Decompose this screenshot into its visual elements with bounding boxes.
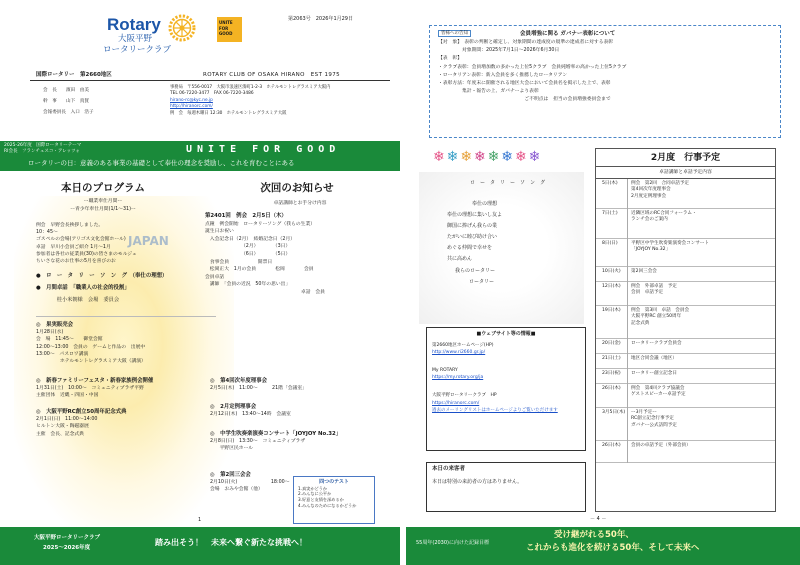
page-number-left: 1 [198, 517, 202, 523]
schedule-column-divider [627, 369, 628, 384]
schedule-detail-line: 記念式典 [631, 320, 650, 326]
my-rotary-link[interactable]: https://my.rotary.org/ja [432, 375, 484, 381]
schedule-row [596, 369, 775, 384]
program-event-2: ◎ 新春ファミリーフェスタ・新春家族例会開催 1月31日(土) 10:00～ コミュニティプラザ平野 主催団体 近畿・四国・中国 [36, 378, 154, 399]
japan-watermark: JAPAN [128, 234, 169, 248]
schedule-column-divider [627, 239, 628, 267]
footer-club: 大阪平野ロータリークラブ [34, 535, 101, 541]
snowflake-icon: ❄ [528, 149, 541, 165]
schedule-detail [631, 181, 773, 200]
schedule-row [596, 239, 775, 267]
footer-right-line2: これからも進化を続ける50年、そして未来へ [526, 543, 700, 553]
ri-theme-label: 2025-26年度 国際ロータリーテーマ RI会長 フランチェスコ・アレッツォ [4, 143, 82, 155]
schedule-column-divider [627, 441, 628, 463]
program-event-1: ◎ 果実販売会 1月28日(水) 会 場 11:45～ 御堂会館 12:00～13:00 会員の ゲームと作品の 出展中 13:00～ パスロワ講演 ホテルモントレグラスミア大阪（講演） [36, 322, 146, 365]
snowflake-icon: ❄ [501, 149, 514, 165]
unite-for-good-logo: UNITE FOR GOOD [217, 17, 242, 42]
schedule-column-divider [627, 306, 628, 339]
next-title: 次回のお知らせ [260, 182, 334, 194]
next-details: 第2401回 例会 2月5日（木） 点鐘 例会開始 ロータリーソング（我らの生業） 誕生日お祝い 入会記念日（2月） 結婚記念日（2月） （2月） （3日） （6日） （5日） 食事会員 開票日 松岡正大 1月の会員 松岡 会員 会員卓話 講師 「会員の近況 50年の思い出」 卓話 会員 [205, 213, 325, 295]
footer-right-label: 55周年(2030)に向けた記録目標 [416, 540, 489, 546]
schedule-row [596, 384, 775, 408]
schedule-detail-line: 近隣区域のRC合同フォーラム・ [631, 211, 697, 216]
schedule-detail [631, 341, 773, 347]
schedule-detail-line: ランチ会のご案内 [631, 217, 668, 223]
announcement-tag: 皆様への告知 [438, 30, 471, 37]
schedule-detail-line: 第2回三会会 [631, 269, 657, 274]
snowflake-icon: ❄ [460, 149, 473, 165]
next-event-2: ◎ 2月定例理事会 2月12日(木) 13:40～14時 会議室 [210, 404, 291, 418]
role-row: 会 長 濱田 由美 [43, 88, 89, 93]
schedule-detail-line: ロータリー創立記念日 [631, 371, 677, 376]
schedule-detail-line: 会員の卓話予定（外部会員） [631, 443, 691, 448]
schedule-row [596, 408, 775, 441]
schedule-detail-line: 例会 第4回クラブ協議会 [631, 386, 685, 391]
schedule-detail [631, 308, 773, 327]
schedule-column-divider [627, 339, 628, 354]
schedule-date: 19日(木) [602, 308, 621, 313]
schedule-row [596, 267, 775, 282]
schedule-date: 20日(金) [602, 341, 621, 346]
announcement-title: 会員増強に関る ガバナー表彰について [520, 31, 616, 37]
schedule-detail-line: ゲストスピーカー卓話予定 [631, 392, 686, 398]
issue-info: 第2063号 2026年1月29日 [288, 16, 353, 22]
role-row: 会報委員長 入口 浩子 [43, 110, 94, 115]
visitors-text: 本日は特別の来訪者の方はありません。 [432, 479, 523, 486]
mailing-list-link[interactable]: 過去のメーリングリストはホームページよりご覧いただけます [432, 408, 558, 414]
four-way-test-box: 四つのテスト 1.真実かどうか 2.みんなに公平か 3.好意と友情を深めるか 4.みんなのためになるかどうか [293, 476, 375, 524]
schedule-detail-line: 地区合同会議（地区） [631, 356, 677, 361]
program-title: 本日のプログラム [61, 182, 145, 194]
band-slogan: ロータリーの日：意義のある事業の基礎として奉仕の理念を奨励し、これを育むことにある [28, 159, 295, 167]
officer-roles [43, 85, 94, 118]
schedule-detail [631, 371, 773, 377]
schedule-date: 26日(木) [602, 386, 621, 391]
schedule-detail-line: ガバナー公式訪問予定 [631, 422, 677, 428]
program-divider [36, 316, 216, 317]
program-sub1: ー職業奉仕月間ー [83, 199, 123, 204]
unite-banner: UNITE FOR GOOD [186, 144, 341, 155]
email-link[interactable]: hirano-rc@kyc.ne.jp [170, 97, 213, 103]
schedule-date: 26日(木) [602, 443, 621, 448]
rotary-wheel-icon [168, 14, 196, 42]
theme-band [0, 141, 400, 171]
schedule-row [596, 282, 775, 306]
schedule-row [596, 441, 775, 463]
footer-year: 2025～2026年度 [43, 545, 91, 551]
schedule-detail [631, 410, 773, 429]
program-event-3: ◎ 大阪平野RC創立50周年記念式典 2月1日(日) 11:00～14:00 ヒルトン大阪・陶磁器展 主催 会長、記念式典 [36, 409, 127, 437]
schedule-subtitle: 卓話講師と卓話予定内容 [596, 167, 775, 179]
schedule-detail-line: 「JOYJOY No.32」 [631, 247, 671, 253]
schedule-column-divider [627, 209, 628, 239]
next-event-4: ◎ 第2回三会会 2月10日(火) 18:00～ 会場 おみや会館（他） [210, 472, 290, 493]
schedule-detail [631, 269, 773, 275]
schedule-detail-line: 会員 卓話予定 [631, 290, 664, 296]
visitors-box [426, 462, 586, 512]
role-row: 幹 事 山下 真賀 [43, 99, 89, 104]
snowflake-icon: ❄ [487, 149, 500, 165]
schedule-table [595, 148, 776, 512]
schedule-detail [631, 443, 773, 449]
schedule-detail [631, 284, 773, 297]
schedule-row [596, 306, 775, 339]
club-english-name: ROTARY CLUB OF OSAKA HIRANO EST 1975 [203, 72, 341, 78]
snowflake-icon: ❄ [446, 149, 459, 165]
website-title: ■ウェブサイト等の情報■ [476, 331, 536, 337]
schedule-detail [631, 356, 773, 362]
snowflake-icon: ❄ [433, 149, 445, 165]
schedule-detail [631, 211, 773, 224]
footer-slogan: 踏み出そう！ 未来へ繋ぐ新たな挑戦へ！ [155, 538, 307, 547]
next-event-1: ◎ 第4回次年度理事会 2月5日(木) 11:00～ 21階「会議室」 [210, 378, 307, 392]
schedule-column-divider [627, 282, 628, 306]
schedule-detail-line: 2月度定例理事会 [631, 193, 667, 199]
schedule-detail-line: 第4回次年度理事会 [631, 187, 671, 193]
visitors-title: 本日の来客者 [432, 466, 466, 472]
schedule-rows [596, 179, 775, 511]
schedule-detail-line: 例会 第3回 卓話 会員会 [631, 308, 690, 313]
schedule-row [596, 339, 775, 354]
schedule-detail-line: ロータリークラブ会員会 [631, 341, 682, 346]
district-label: 国際ロータリー 第2660地区 [36, 72, 112, 78]
song-lyrics: 奉仕の理想 奉仕の理想に集いし友よ 御国に捧げん我らの業 たがいに睦び助け合い めぐる仲間で幸せを 共に高めん 我らのロータリー ロータリー [447, 201, 503, 285]
snowflake-icon: ❄ [473, 149, 486, 165]
schedule-row [596, 179, 775, 209]
schedule-detail-line: 例会 外部卓話 予定 [631, 284, 677, 289]
song-heading: ロ ー タ リ ー ソ ン グ [470, 180, 546, 186]
schedule-detail-line: 平野区中学生吹奏楽演奏会コンサート [631, 241, 710, 246]
schedule-column-divider [627, 354, 628, 369]
page-number-right: － 4 － [590, 516, 607, 522]
schedule-column-divider [627, 384, 628, 408]
footer-right-line1: 受け継がれる50年、 [554, 530, 634, 540]
footer-left [0, 527, 400, 565]
header-divider [30, 80, 390, 81]
schedule-row [596, 354, 775, 369]
schedule-date: 5日(木) [602, 181, 618, 186]
schedule-detail-line: 大阪平野RC 創立50周年 [631, 314, 682, 320]
office-info: 事務局 〒556-0017 大阪市浪速区湊町1-2-3 ホテルモントレグラスミア大阪内 TEL 06-7220-3477 FAX 06-7220-3486 hirano-rc@kyc.ne.jp http://hiranorc.com/ 例 会 毎週木曜日 12:30 ホテルモントレグラスミア大阪 [170, 85, 395, 117]
next-event-3: ◎ 中学生吹奏楽演奏コンサート「JOYJOY No.32」 2月8日(日) 13:30～ コミュニティプラザ 平野区民ホール [210, 431, 342, 452]
snowflake-decoration [433, 150, 593, 164]
district-hp-link[interactable]: http://www.ri2660.gr.jp/ [432, 350, 486, 356]
schedule-date: 12日(木) [602, 284, 621, 289]
schedule-date: 3月5日(木) [602, 410, 626, 415]
footer-right [406, 527, 800, 565]
schedule-date: 21日(土) [602, 356, 621, 361]
snowflake-icon: ❄ [514, 149, 527, 165]
schedule-column-divider [627, 267, 628, 282]
schedule-column-divider [627, 408, 628, 441]
schedule-detail [631, 386, 773, 399]
schedule-title: 2月度 行事予定 [596, 149, 775, 167]
announcement-box: 皆様への告知 会員増強に関る ガバナー表彰について 【対 象】 表彰の判断と確定し、対象期間の達成度の規準の達成者に対する表彰 対象期間：2025年7月1日～2026年6月30日 【表 彰】 ・クラブ表彰：会員増加数の多かった上位5クラブ 会員純増率の高かった上位5クラブ ・ロータリアン表彰：新入会員を多く推薦したロータリアン ・表彰方法：年度末に開催される地区大会において会員名を掲示した上で、表彰 集計・報告の上、ガバナーより表彰 ご不明点は 担当の会員増強委員会まで [429, 25, 781, 138]
club-name-line1: 大阪平野 [118, 34, 153, 44]
schedule-date: 10日(火) [602, 269, 621, 274]
rotary-logo-text: Rotary [107, 15, 161, 34]
schedule-date: 8日(日) [602, 241, 618, 246]
program-items: ● ロ ー タ リ ー ソ ン グ （奉仕の理想） ● 月間卓話 「職業人の社会的役割」 桂小米朝様 会場 委員会 [36, 273, 168, 303]
schedule-detail-line: ー3月予定ー [631, 410, 657, 415]
program-sub2: ー青少年奉仕月間(1/1～31)ー [70, 207, 136, 212]
schedule-detail [631, 241, 773, 254]
website-info-box: ■ウェブサイト等の情報■ 第2660地区ホームページ(HP) http://www.ri2660.gr.jp/ My ROTARY https://my.rotary.org/ja 大阪平野ロータリークラブ HP https://hiranorc.com/ 過去のメーリングリストはホームページよりご覧いただけます [426, 327, 586, 451]
schedule-row [596, 209, 775, 239]
website-link[interactable]: http://hiranorc.com/ [170, 104, 213, 110]
schedule-date: 7日(土) [602, 211, 618, 216]
club-name-line2: ロータリークラブ [103, 45, 172, 55]
schedule-date: 23日(祝) [602, 371, 621, 376]
club-hp-link[interactable]: https://hiranorc.com/ [432, 400, 480, 406]
program-intro: 例会 早野会長挨拶しました。 10：45～ ゴスペルの会場(アリゴス文化会館ホール) 卓話 早川小会員ご紹介 1月～1月 参加者は各社の従業員(30)の皆さまのモルジュ ちいさな花のお仕事の5月を喜びのお [36, 223, 137, 265]
schedule-detail-line: 例会 第2回 合同卓話予定 [631, 181, 690, 186]
schedule-detail-line: RC創立記念行事予定 [631, 416, 674, 422]
schedule-column-divider [627, 179, 628, 209]
next-sub: 卓話講師とお手分け内容 [273, 201, 327, 206]
